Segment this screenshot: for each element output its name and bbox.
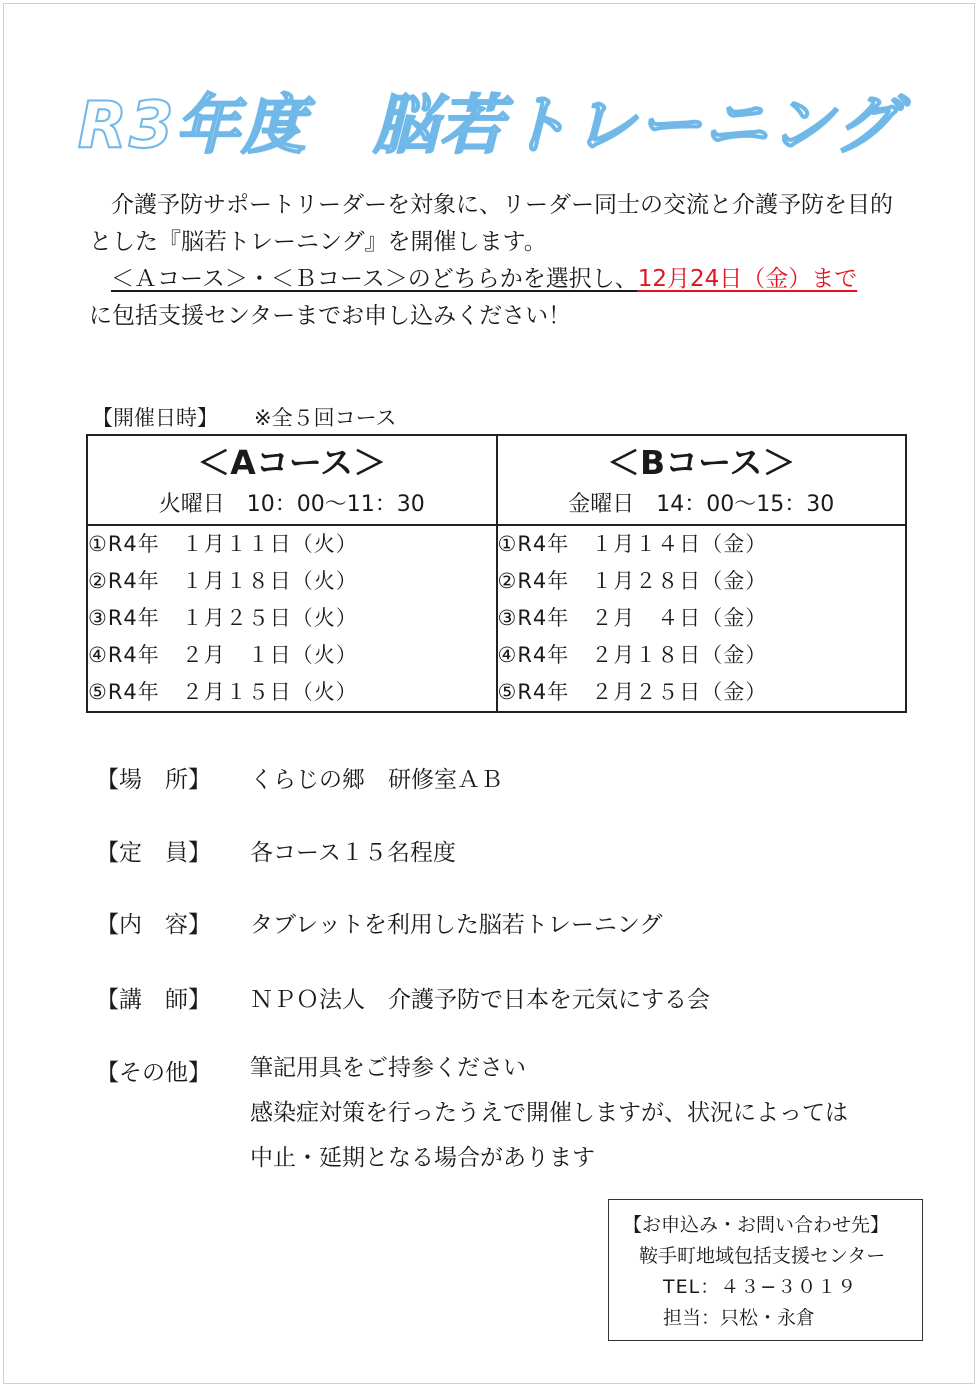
intro-line-2: とした『脳若トレーニング』を開催します。	[89, 229, 547, 255]
other-label: 【その他】	[96, 1060, 211, 1086]
flyer-page	[3, 3, 975, 1384]
other-line: 筆記用具をご持参ください	[250, 1055, 526, 1081]
course-b-time: 金曜日 14：00～15：30	[568, 492, 835, 517]
intro-line-1: 介護予防サポートリーダーを対象に、リーダー同士の交流と介護予防を目的	[111, 192, 893, 218]
course-a-date: ④R4年 ２月 １日（火）	[88, 643, 358, 667]
capacity-value: 各コース１５名程度	[250, 840, 456, 866]
intro-line-3	[89, 261, 919, 298]
other-line: 感染症対策を行ったうえで開催しますが、状況によっては	[250, 1100, 848, 1126]
course-a-date: ②R4年 １月１８日（火）	[88, 569, 358, 593]
course-a-dates	[87, 525, 497, 712]
place-value: くらじの郷 研修室ＡＢ	[250, 767, 503, 793]
page-title: R3年度 脳若トレーニング	[77, 89, 901, 163]
course-b-title: ＜Bコース＞	[606, 443, 796, 482]
schedule-note: ※全５回コース	[254, 406, 397, 430]
course-table	[86, 434, 907, 713]
content-label: 【内 容】	[96, 912, 211, 938]
course-b-header	[497, 435, 907, 525]
contact-staff: 担当：只松・永倉	[663, 1307, 816, 1329]
schedule-label: 【開催日時】	[92, 406, 218, 430]
instructor-label: 【講 師】	[96, 987, 211, 1013]
course-b-date: ⑤R4年 ２月２５日（金）	[497, 680, 768, 704]
course-a-header	[87, 435, 497, 525]
schedule-heading	[92, 402, 397, 432]
deadline-text: 12月24日（金）まで	[637, 266, 858, 292]
intro-text	[89, 187, 919, 335]
content-value: タブレットを利用した脳若トレーニング	[250, 912, 663, 938]
contact-box	[608, 1199, 923, 1341]
course-b-date: ②R4年 １月２８日（金）	[497, 569, 768, 593]
course-a-time: 火曜日 10：00～11：30	[158, 492, 425, 517]
other-line: 中止・延期となる場合があります	[250, 1145, 595, 1171]
other-lines	[250, 1046, 848, 1181]
course-choice-text: ＜Ａコース＞・＜Ｂコース＞のどちらかを選択し、	[111, 266, 638, 292]
course-b-date: ④R4年 ２月１８日（金）	[497, 643, 768, 667]
contact-tel: TEL：４３−３０１９	[663, 1276, 858, 1298]
course-a-date: ①R4年 １月１１日（火）	[88, 532, 358, 556]
course-b-dates	[497, 525, 907, 712]
contact-heading: 【お申込み・お問い合わせ先】	[623, 1214, 890, 1236]
capacity-label: 【定 員】	[96, 840, 211, 866]
intro-line-4: に包括支援センターまでお申し込みください！	[89, 303, 572, 329]
course-b-date: ③R4年 ２月 ４日（金）	[497, 606, 768, 630]
course-a-date: ⑤R4年 ２月１５日（火）	[88, 680, 358, 704]
course-a-title: ＜Aコース＞	[197, 443, 387, 482]
instructor-value: ＮＰＯ法人 介護予防で日本を元気にする会	[250, 987, 710, 1013]
contact-org: 鞍手町地域包括支援センター	[639, 1245, 886, 1267]
course-a-date: ③R4年 １月２５日（火）	[88, 606, 358, 630]
place-label: 【場 所】	[96, 767, 211, 793]
course-b-date: ①R4年 １月１４日（金）	[497, 532, 768, 556]
